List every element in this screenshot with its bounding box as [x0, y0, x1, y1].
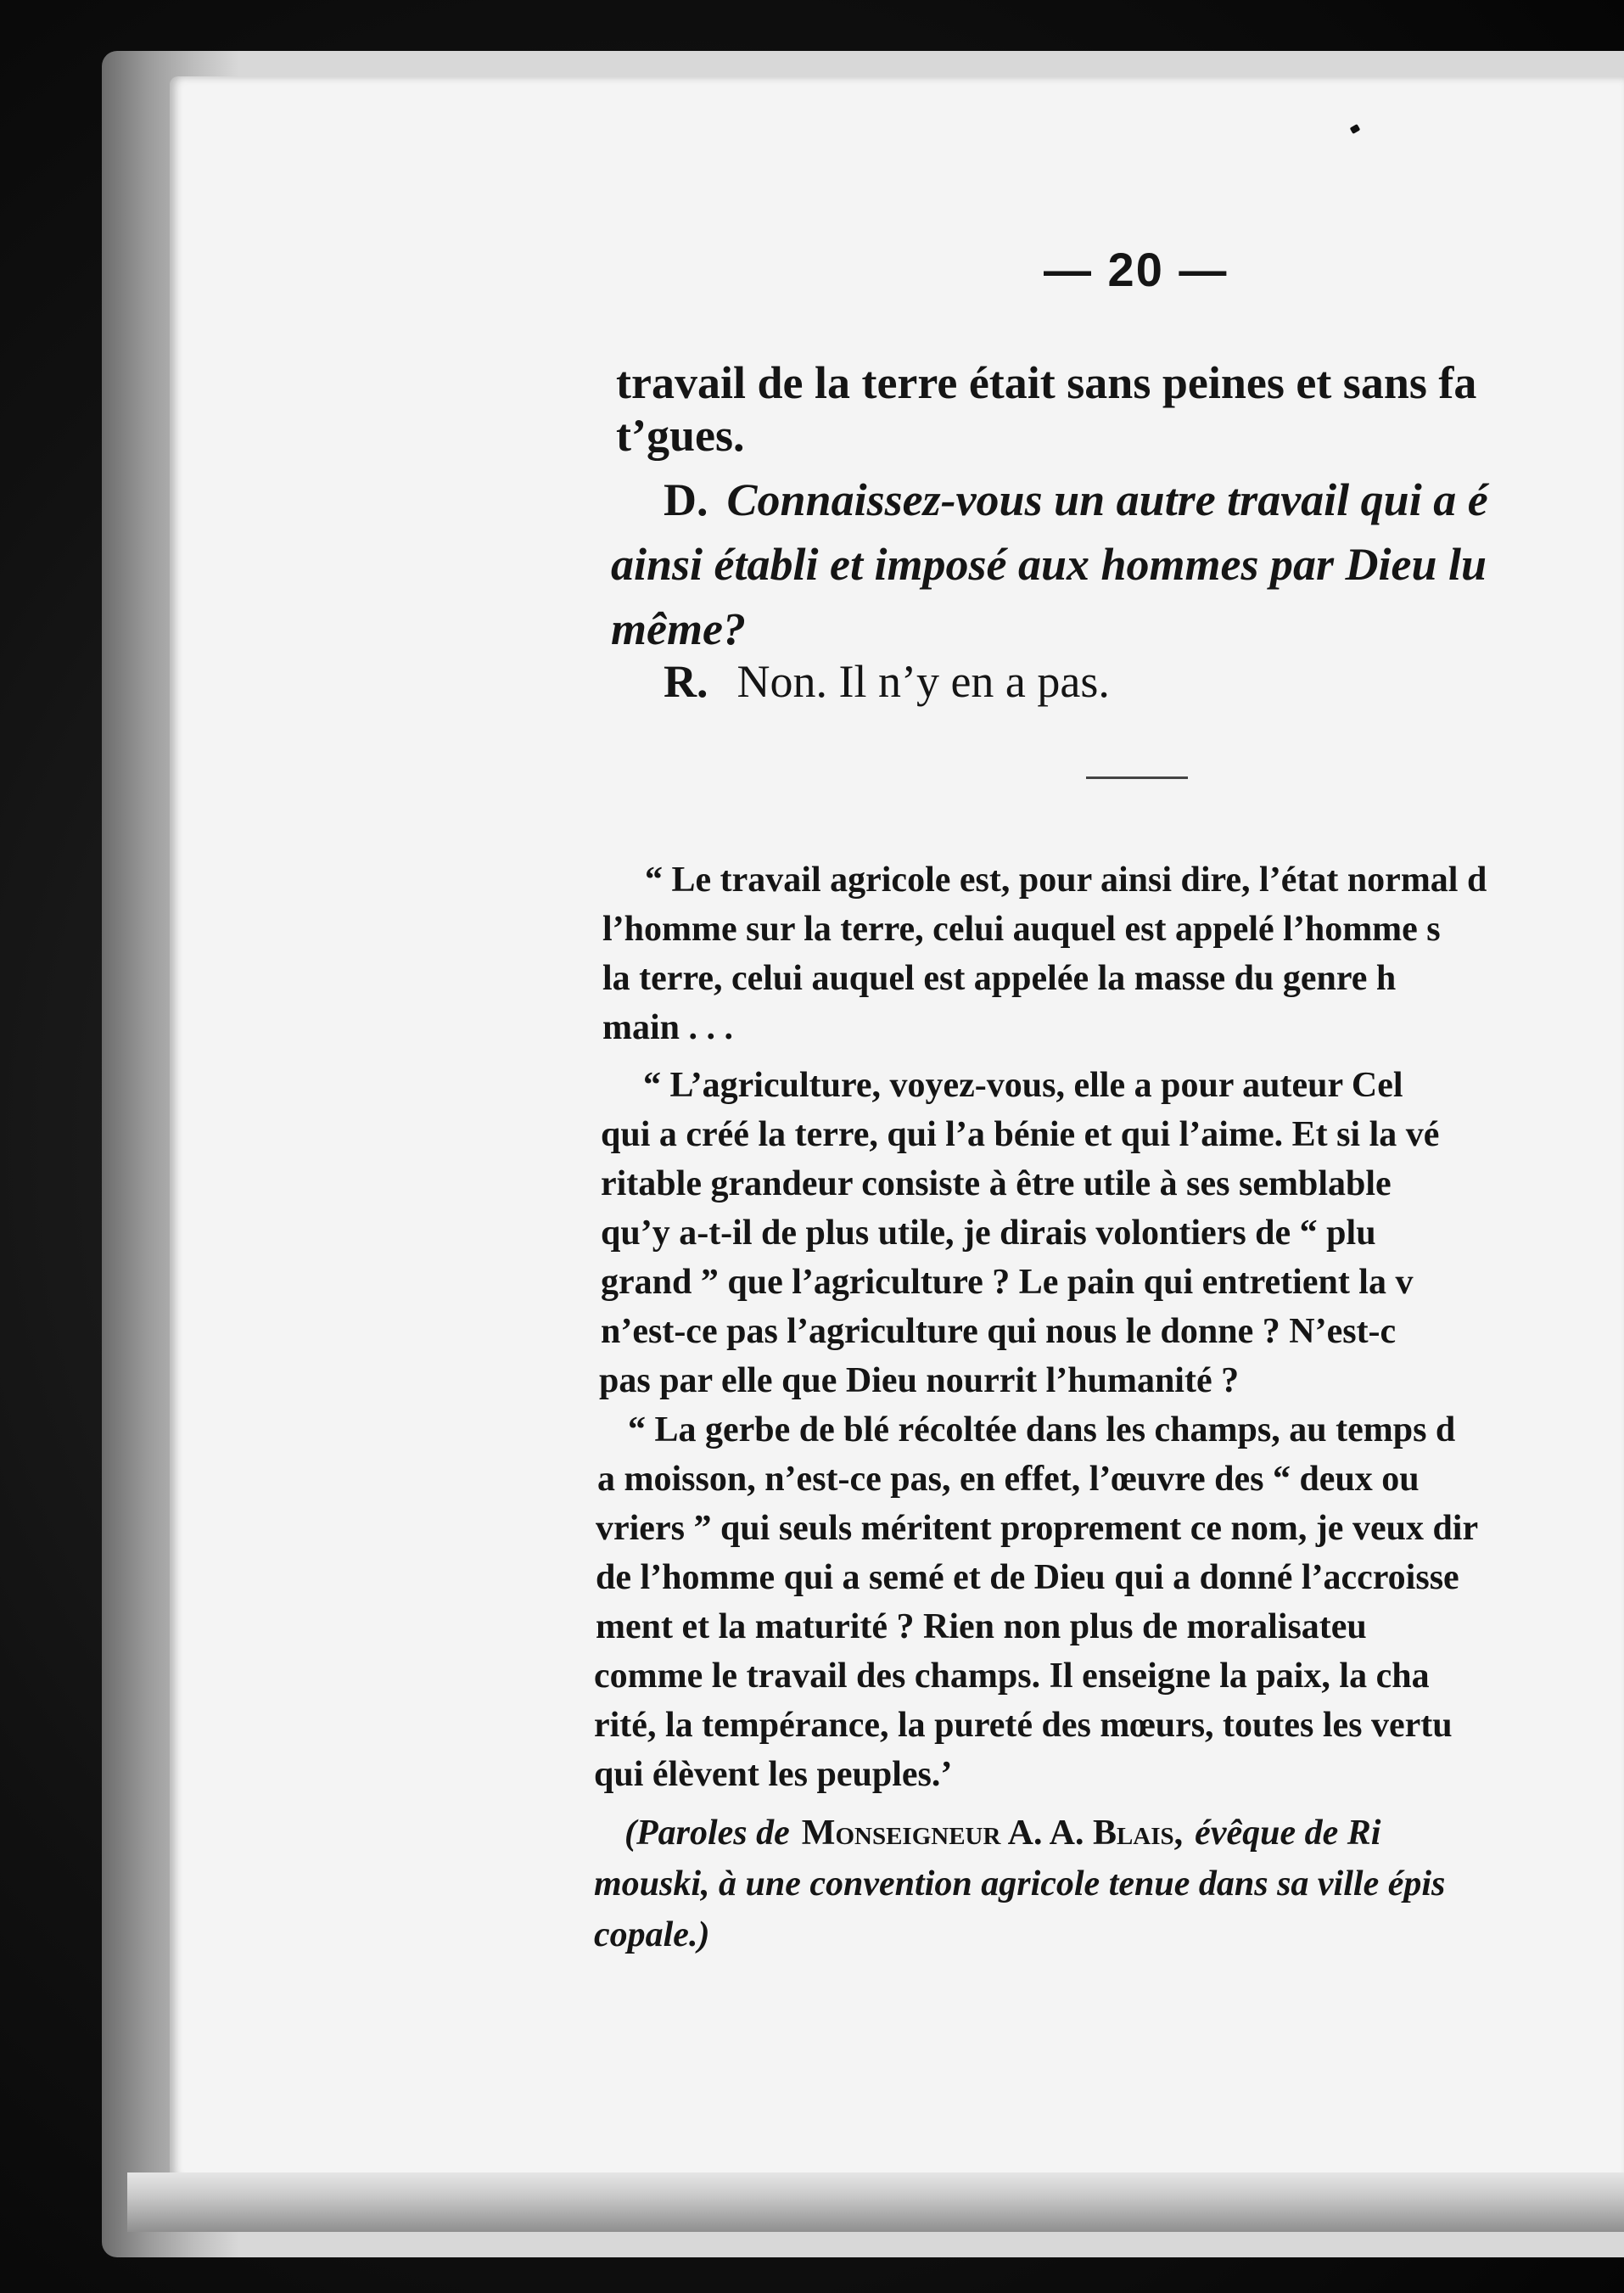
quote-line: qui a créé la terre, qui l’a bénie et qui l’aime. Et si la vé: [601, 1115, 1440, 1154]
attribution-prefix: (Paroles de: [624, 1814, 790, 1853]
page-number: — 20 —: [1044, 243, 1229, 296]
answer: [664, 655, 1110, 708]
quote-line: “ Le travail agricole est, pour ainsi dire, l’état normal d: [645, 861, 1487, 900]
text-line: t’gues.: [616, 410, 745, 461]
quote-line: comme le travail des champs. Il enseigne la paix, la cha: [594, 1657, 1430, 1696]
quote-line: vriers ” qui seuls méritent proprement ce nom, je veux dir: [596, 1509, 1479, 1548]
text-line: travail de la terre était sans peines et sans fa: [616, 357, 1477, 408]
quote-line: la terre, celui auquel est appelée la masse du genre h: [602, 959, 1397, 998]
quote-line: qui élèvent les peuples.’: [594, 1755, 953, 1794]
quote-line: pas par elle que Dieu nourrit l’humanité ?: [599, 1361, 1240, 1400]
section-divider: [1086, 776, 1188, 779]
quote-line: grand ” que l’agriculture ? Le pain qui entretient la v: [601, 1263, 1414, 1302]
quote-line: qu’y a-t-il de plus utile, je dirais volontiers de “ plu: [601, 1214, 1376, 1253]
quote-line: ment et la maturité ? Rien non plus de moralisateu: [596, 1607, 1367, 1646]
quote-line: de l’homme qui a semé et de Dieu qui a donné l’accroisse: [596, 1558, 1459, 1597]
answer-text: Non. Il n’y en a pas.: [736, 656, 1110, 707]
answer-label: R.: [664, 656, 708, 707]
question-text: même?: [611, 603, 746, 654]
quote-line: a moisson, n’est-ce pas, en effet, l’œuvre des “ deux ou: [597, 1460, 1420, 1499]
quote-line: l’homme sur la terre, celui auquel est appelé l’homme s: [602, 910, 1441, 949]
attribution-line: mouski, à une convention agricole tenue dans sa ville épis: [594, 1864, 1446, 1903]
attribution-line: copale.): [594, 1915, 710, 1954]
question: [664, 474, 1488, 526]
quote-line: “ L’agriculture, voyez-vous, elle a pour auteur Cel: [643, 1066, 1403, 1105]
quote-line: ritable grandeur consiste à être utile à ses semblable: [601, 1164, 1392, 1203]
question-text: Connaissez-vous un autre travail qui a é: [726, 474, 1488, 525]
question-label: D.: [664, 474, 708, 525]
quote-line: rité, la tempérance, la pureté des mœurs, toutes les vertu: [594, 1706, 1453, 1745]
quote-line: n’est-ce pas l’agriculture qui nous le donne ? N’est-c: [601, 1312, 1397, 1351]
quote-line: “ La gerbe de blé récoltée dans les champs, au temps d: [628, 1410, 1456, 1449]
page-content: [594, 0, 1624, 2293]
attribution-author: Monseigneur A. A. Blais,: [801, 1814, 1184, 1853]
quote-line: main . . .: [602, 1008, 734, 1047]
question-text: ainsi établi et imposé aux hommes par Dieu lu: [611, 539, 1487, 590]
attribution-suffix: évêque de Ri: [1195, 1814, 1381, 1853]
attribution: [624, 1813, 1380, 1853]
